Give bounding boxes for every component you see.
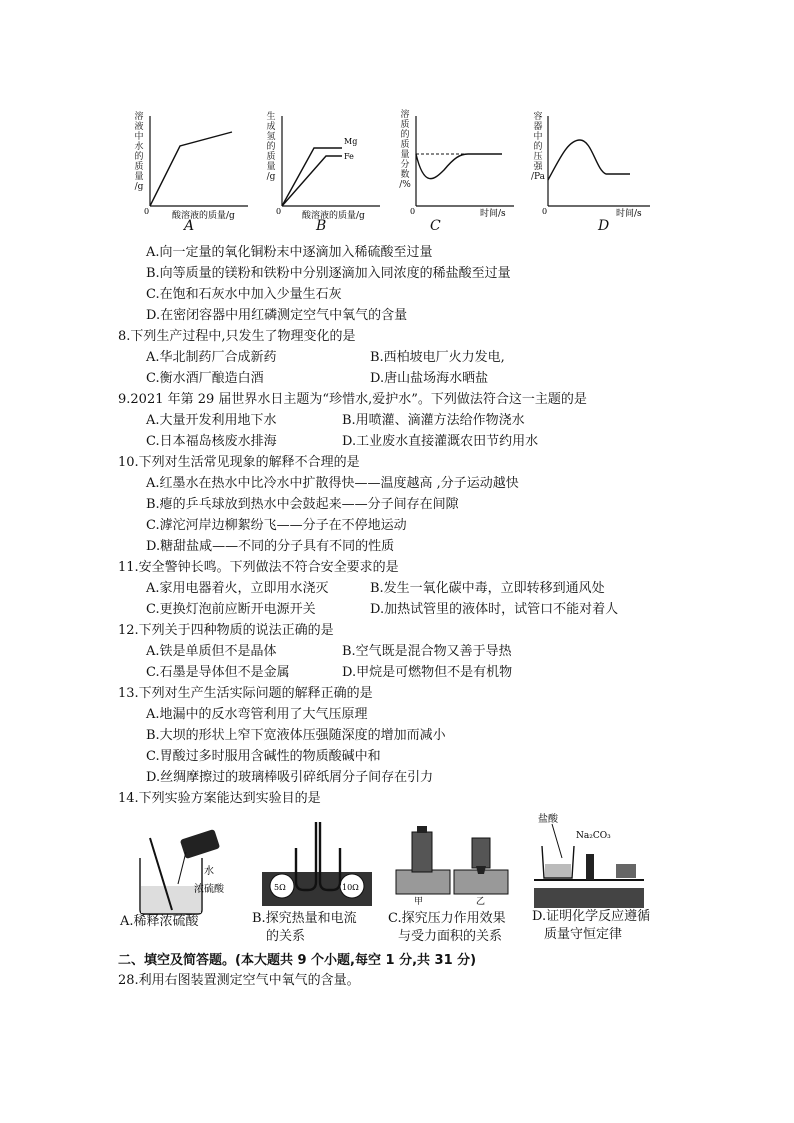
q10-option-c: C.滹沱河岸边柳絮纷飞——分子在不停地运动: [146, 518, 407, 533]
exp-a-label-water: 水: [204, 866, 214, 877]
q9-option-b: B.用喷灌、滴灌方法给作物浇水: [342, 413, 525, 428]
q9-option-a: A.大量开发利用地下水: [146, 413, 277, 428]
graph-c-xlabel: 时间/s: [480, 209, 506, 219]
q11-option-a: A.家用电器着火，立即用水浇灭: [146, 581, 329, 596]
svg-text:0: 0: [410, 207, 416, 216]
exp-fig-d: [532, 808, 672, 948]
q13-option-b: B.大坝的形状上窄下宽液体压强随深度的增加而减小: [146, 728, 446, 743]
exp-fig-b: [252, 818, 382, 948]
graph-b-xlabel: 酸溶液的质量/g: [302, 211, 365, 221]
q14-stem: 14.下列实验方案能达到实验目的是: [118, 791, 321, 806]
q7-option-b: B.向等质量的镁粉和铁粉中分别逐滴加入同浓度的稀盐酸至过量: [146, 266, 511, 281]
graph-a-letter: A: [184, 218, 195, 234]
q12-option-d: D.甲烷是可燃物但不是有机物: [342, 665, 513, 680]
exp-d-label-acid: 盐酸: [538, 814, 558, 825]
exp-c-label-jia: 甲: [414, 897, 424, 907]
q13-option-a: A.地漏中的反水弯管利用了大气压原理: [146, 707, 368, 722]
q11-option-c: C.更换灯泡前应断开电源开关: [146, 602, 316, 617]
section-2-heading: 二、填空及简答题。(本大题共 9 个小题,每空 1 分,共 31 分): [118, 953, 477, 968]
q28-stem: 28.利用右图装置测定空气中氧气的含量。: [118, 973, 360, 988]
graph-d: [530, 108, 654, 238]
q7-option-c: C.在饱和石灰水中加入少量生石灰: [146, 287, 342, 302]
graph-b-series-fe: Fe: [344, 152, 354, 161]
q9-option-d: D.工业废水直接灌溉农田节约用水: [342, 434, 539, 449]
exp-d-label-na2co3: Na₂CO₃: [576, 831, 611, 841]
q13-option-c: C.胃酸过多时服用含碱性的物质酸碱中和: [146, 749, 381, 764]
q12-stem: 12.下列关于四种物质的说法正确的是: [118, 623, 334, 638]
q10-option-b: B.瘪的乒乓球放到热水中会鼓起来——分子间存在间隙: [146, 497, 459, 512]
exp-fig-c: [388, 818, 528, 948]
q10-option-a: A.红墨水在热水中比冷水中扩散得快——温度越高 ,分子运动越快: [146, 476, 519, 491]
q10-option-d: D.糖甜盐咸——不同的分子具有不同的性质: [146, 539, 395, 554]
graph-a: [132, 108, 252, 238]
q12-option-b: B.空气既是混合物又善于导热: [342, 644, 512, 659]
q9-stem: 9.2021 年第 29 届世界水日主题为“珍惜水,爱护水”。下列做法符合这一主题的是: [118, 392, 587, 407]
exp-fig-a: [120, 818, 240, 948]
graph-b-series-mg: Mg: [344, 137, 358, 146]
q13-option-d: D.丝绸摩擦过的玻璃棒吸引碎纸屑分子间存在引力: [146, 770, 434, 785]
graph-d-ylabel: 容 器 中 的 压 强 /Pa: [531, 112, 546, 182]
graph-a-xlabel: 酸溶液的质量/g: [172, 211, 235, 221]
exp-fig-c-caption: C.探究压力作用效果 与受力面积的关系: [388, 911, 506, 944]
graph-b: [264, 108, 384, 238]
exp-b-label-10: 10Ω: [342, 883, 359, 892]
q12-option-a: A.铁是单质但不是晶体: [146, 644, 277, 659]
q8-option-b: B.西柏坡电厂火力发电,: [370, 350, 505, 365]
q12-option-c: C.石墨是导体但不是金属: [146, 665, 290, 680]
graph-b-letter: B: [316, 218, 327, 234]
q10-stem: 10.下列对生活常见现象的解释不合理的是: [118, 455, 360, 470]
exp-b-label-5: 5Ω: [274, 883, 286, 892]
graph-a-origin: 0: [144, 207, 150, 216]
exp-c-label-yi: 乙: [476, 897, 486, 907]
q7-option-a: A.向一定量的氧化铜粉末中逐滴加入稀硫酸至过量: [146, 245, 433, 260]
q9-option-c: C.日本福岛核废水排海: [146, 434, 277, 449]
graph-d-xlabel: 时间/s: [616, 209, 642, 219]
q8-stem: 8.下列生产过程中,只发生了物理变化的是: [118, 329, 356, 344]
graph-c: [398, 108, 518, 238]
exp-a-label-acid: 浓硫酸: [194, 884, 224, 895]
q8-option-d: D.唐山盐场海水晒盐: [370, 371, 489, 386]
q8-option-a: A.华北制药厂合成新药: [146, 350, 277, 365]
q13-stem: 13.下列对生产生活实际问题的解释正确的是: [118, 686, 373, 701]
q7-option-d: D.在密闭容器中用红磷测定空气中氧气的含量: [146, 308, 408, 323]
svg-text:0: 0: [276, 207, 282, 216]
graph-c-ylabel: 溶 质 的 质 量 分 数 /%: [399, 110, 411, 190]
svg-text:0: 0: [542, 207, 548, 216]
exp-fig-a-caption: A.稀释浓硫酸: [120, 914, 199, 929]
exp-fig-b-caption: B.探究热量和电流 的关系: [252, 911, 357, 944]
q11-option-d: D.加热试管里的液体时，试管口不能对着人: [370, 602, 619, 617]
q8-option-c: C.衡水酒厂酿造白酒: [146, 371, 264, 386]
graph-d-letter: D: [598, 218, 610, 234]
q11-stem: 11.安全警钟长鸣。下列做法不符合安全要求的是: [118, 560, 399, 575]
exp-fig-d-caption: D.证明化学反应遵循 质量守恒定律: [532, 909, 651, 942]
q11-option-b: B.发生一氧化碳中毒，立即转移到通风处: [370, 581, 605, 596]
graph-a-ylabel: 溶 液 中 水 的 质 量 /g: [134, 112, 144, 192]
graph-c-letter: C: [430, 218, 441, 234]
graph-b-ylabel: 生 成 氢 的 质 量 /g: [266, 112, 276, 182]
